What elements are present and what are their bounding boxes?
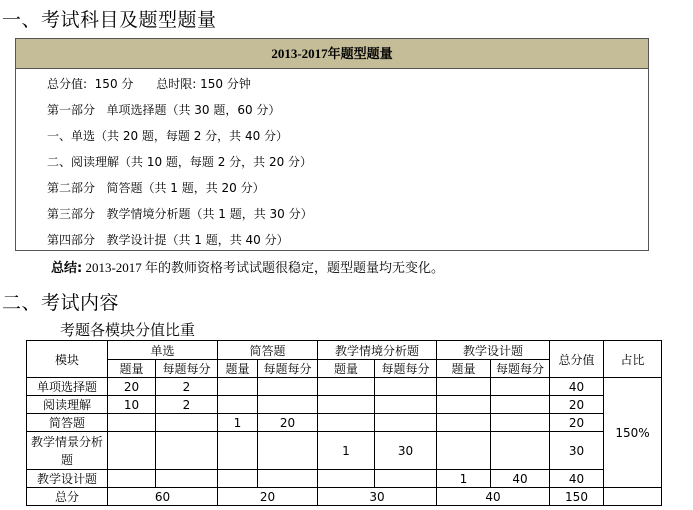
cell xyxy=(318,470,375,488)
cell xyxy=(108,470,156,488)
summary-line: 一、单选（共 20 题，每题 2 分，共 40 分） xyxy=(47,129,289,143)
header-each: 每题每分 xyxy=(156,360,218,378)
cell: 1 xyxy=(437,470,491,488)
table-row xyxy=(27,414,662,432)
summary-line: 第三部分 教学情境分析题（共 1 题，共 30 分） xyxy=(47,207,313,221)
header-each: 每题每分 xyxy=(491,360,550,378)
cell: 1 xyxy=(218,414,258,432)
cell xyxy=(258,378,318,396)
summary-line: 第四部分 教学设计提（共 1 题，共 40 分） xyxy=(47,233,289,247)
cell: 1 xyxy=(318,432,375,470)
cell xyxy=(156,432,218,470)
row-label: 简答题 xyxy=(27,414,108,432)
conclusion xyxy=(51,257,444,276)
cell xyxy=(156,414,218,432)
cell xyxy=(491,432,550,470)
cell xyxy=(318,414,375,432)
cell xyxy=(258,396,318,414)
conclusion-text: 2013-2017 年的教师资格考试试题很稳定，题型题量均无变化。 xyxy=(82,260,445,275)
header-group-short-answer: 简答题 xyxy=(218,341,318,360)
header-module: 模块 xyxy=(27,341,108,378)
summary-line: 总分值: 150 分 总时限: 150 分钟 xyxy=(47,77,251,91)
cell xyxy=(491,378,550,396)
cell xyxy=(218,396,258,414)
header-count: 题量 xyxy=(108,360,156,378)
summary-line: 第一部分 单项选择题（共 30 题，60 分） xyxy=(47,103,281,117)
header-each: 每题每分 xyxy=(258,360,318,378)
section-2-title: 二、考试内容 xyxy=(2,292,120,314)
row-label: 教学设计题 xyxy=(27,470,108,488)
summary-line: 第二部分 简答题（共 1 题，共 20 分） xyxy=(47,181,265,195)
cell: 30 xyxy=(375,432,437,470)
header-count: 题量 xyxy=(218,360,258,378)
cell xyxy=(218,378,258,396)
row-label: 教学情景分析题 xyxy=(27,432,108,470)
cell xyxy=(108,432,156,470)
cell xyxy=(437,396,491,414)
cell xyxy=(375,378,437,396)
cell xyxy=(437,378,491,396)
cell xyxy=(218,432,258,470)
conclusion-label: 总结: xyxy=(51,261,83,276)
header-ratio: 占比 xyxy=(604,341,662,378)
row-label: 阅读理解 xyxy=(27,396,108,414)
section-1-title: 一、考试科目及题型题量 xyxy=(2,9,217,31)
cell xyxy=(375,414,437,432)
table-row xyxy=(27,378,662,396)
header-group-teaching-design: 教学设计题 xyxy=(437,341,550,360)
sum-label: 总分 xyxy=(27,488,108,506)
cell xyxy=(375,470,437,488)
header-each: 每题每分 xyxy=(375,360,437,378)
cell: 10 xyxy=(108,396,156,414)
header-count: 题量 xyxy=(318,360,375,378)
summary-box xyxy=(15,38,649,251)
row-total: 20 xyxy=(550,414,604,432)
table-row xyxy=(27,396,662,414)
row-label: 单项选择题 xyxy=(27,378,108,396)
sum-ratio-empty xyxy=(604,488,662,506)
table-row xyxy=(27,432,662,470)
cell xyxy=(318,396,375,414)
cell: 2 xyxy=(156,396,218,414)
sum-value: 30 xyxy=(318,488,437,506)
cell: 2 xyxy=(156,378,218,396)
cell xyxy=(437,432,491,470)
row-total: 20 xyxy=(550,396,604,414)
row-total: 30 xyxy=(550,432,604,470)
cell xyxy=(108,414,156,432)
table-subtitle: 考题各模块分值比重 xyxy=(60,321,196,339)
row-total: 40 xyxy=(550,378,604,396)
header-group-single-choice: 单选 xyxy=(108,341,218,360)
ratio-cell: 150% xyxy=(604,378,662,488)
header-total: 总分值 xyxy=(550,341,604,378)
cell xyxy=(437,414,491,432)
cell: 20 xyxy=(258,414,318,432)
sum-total: 150 xyxy=(550,488,604,506)
cell: 40 xyxy=(491,470,550,488)
sum-value: 20 xyxy=(218,488,318,506)
cell xyxy=(318,378,375,396)
cell xyxy=(258,470,318,488)
header-group-situation-analysis: 教学情境分析题 xyxy=(318,341,437,360)
sum-value: 60 xyxy=(108,488,218,506)
row-total: 40 xyxy=(550,470,604,488)
summary-line: 二、阅读理解（共 10 题，每题 2 分，共 20 分） xyxy=(47,155,313,169)
sum-row xyxy=(27,488,662,506)
cell xyxy=(491,414,550,432)
summary-header: 2013-2017年题型题量 xyxy=(16,39,648,69)
cell xyxy=(156,470,218,488)
score-table xyxy=(26,340,662,506)
cell xyxy=(258,432,318,470)
cell xyxy=(491,396,550,414)
cell xyxy=(375,396,437,414)
cell: 20 xyxy=(108,378,156,396)
table-row xyxy=(27,470,662,488)
header-count: 题量 xyxy=(437,360,491,378)
cell xyxy=(218,470,258,488)
sum-value: 40 xyxy=(437,488,550,506)
